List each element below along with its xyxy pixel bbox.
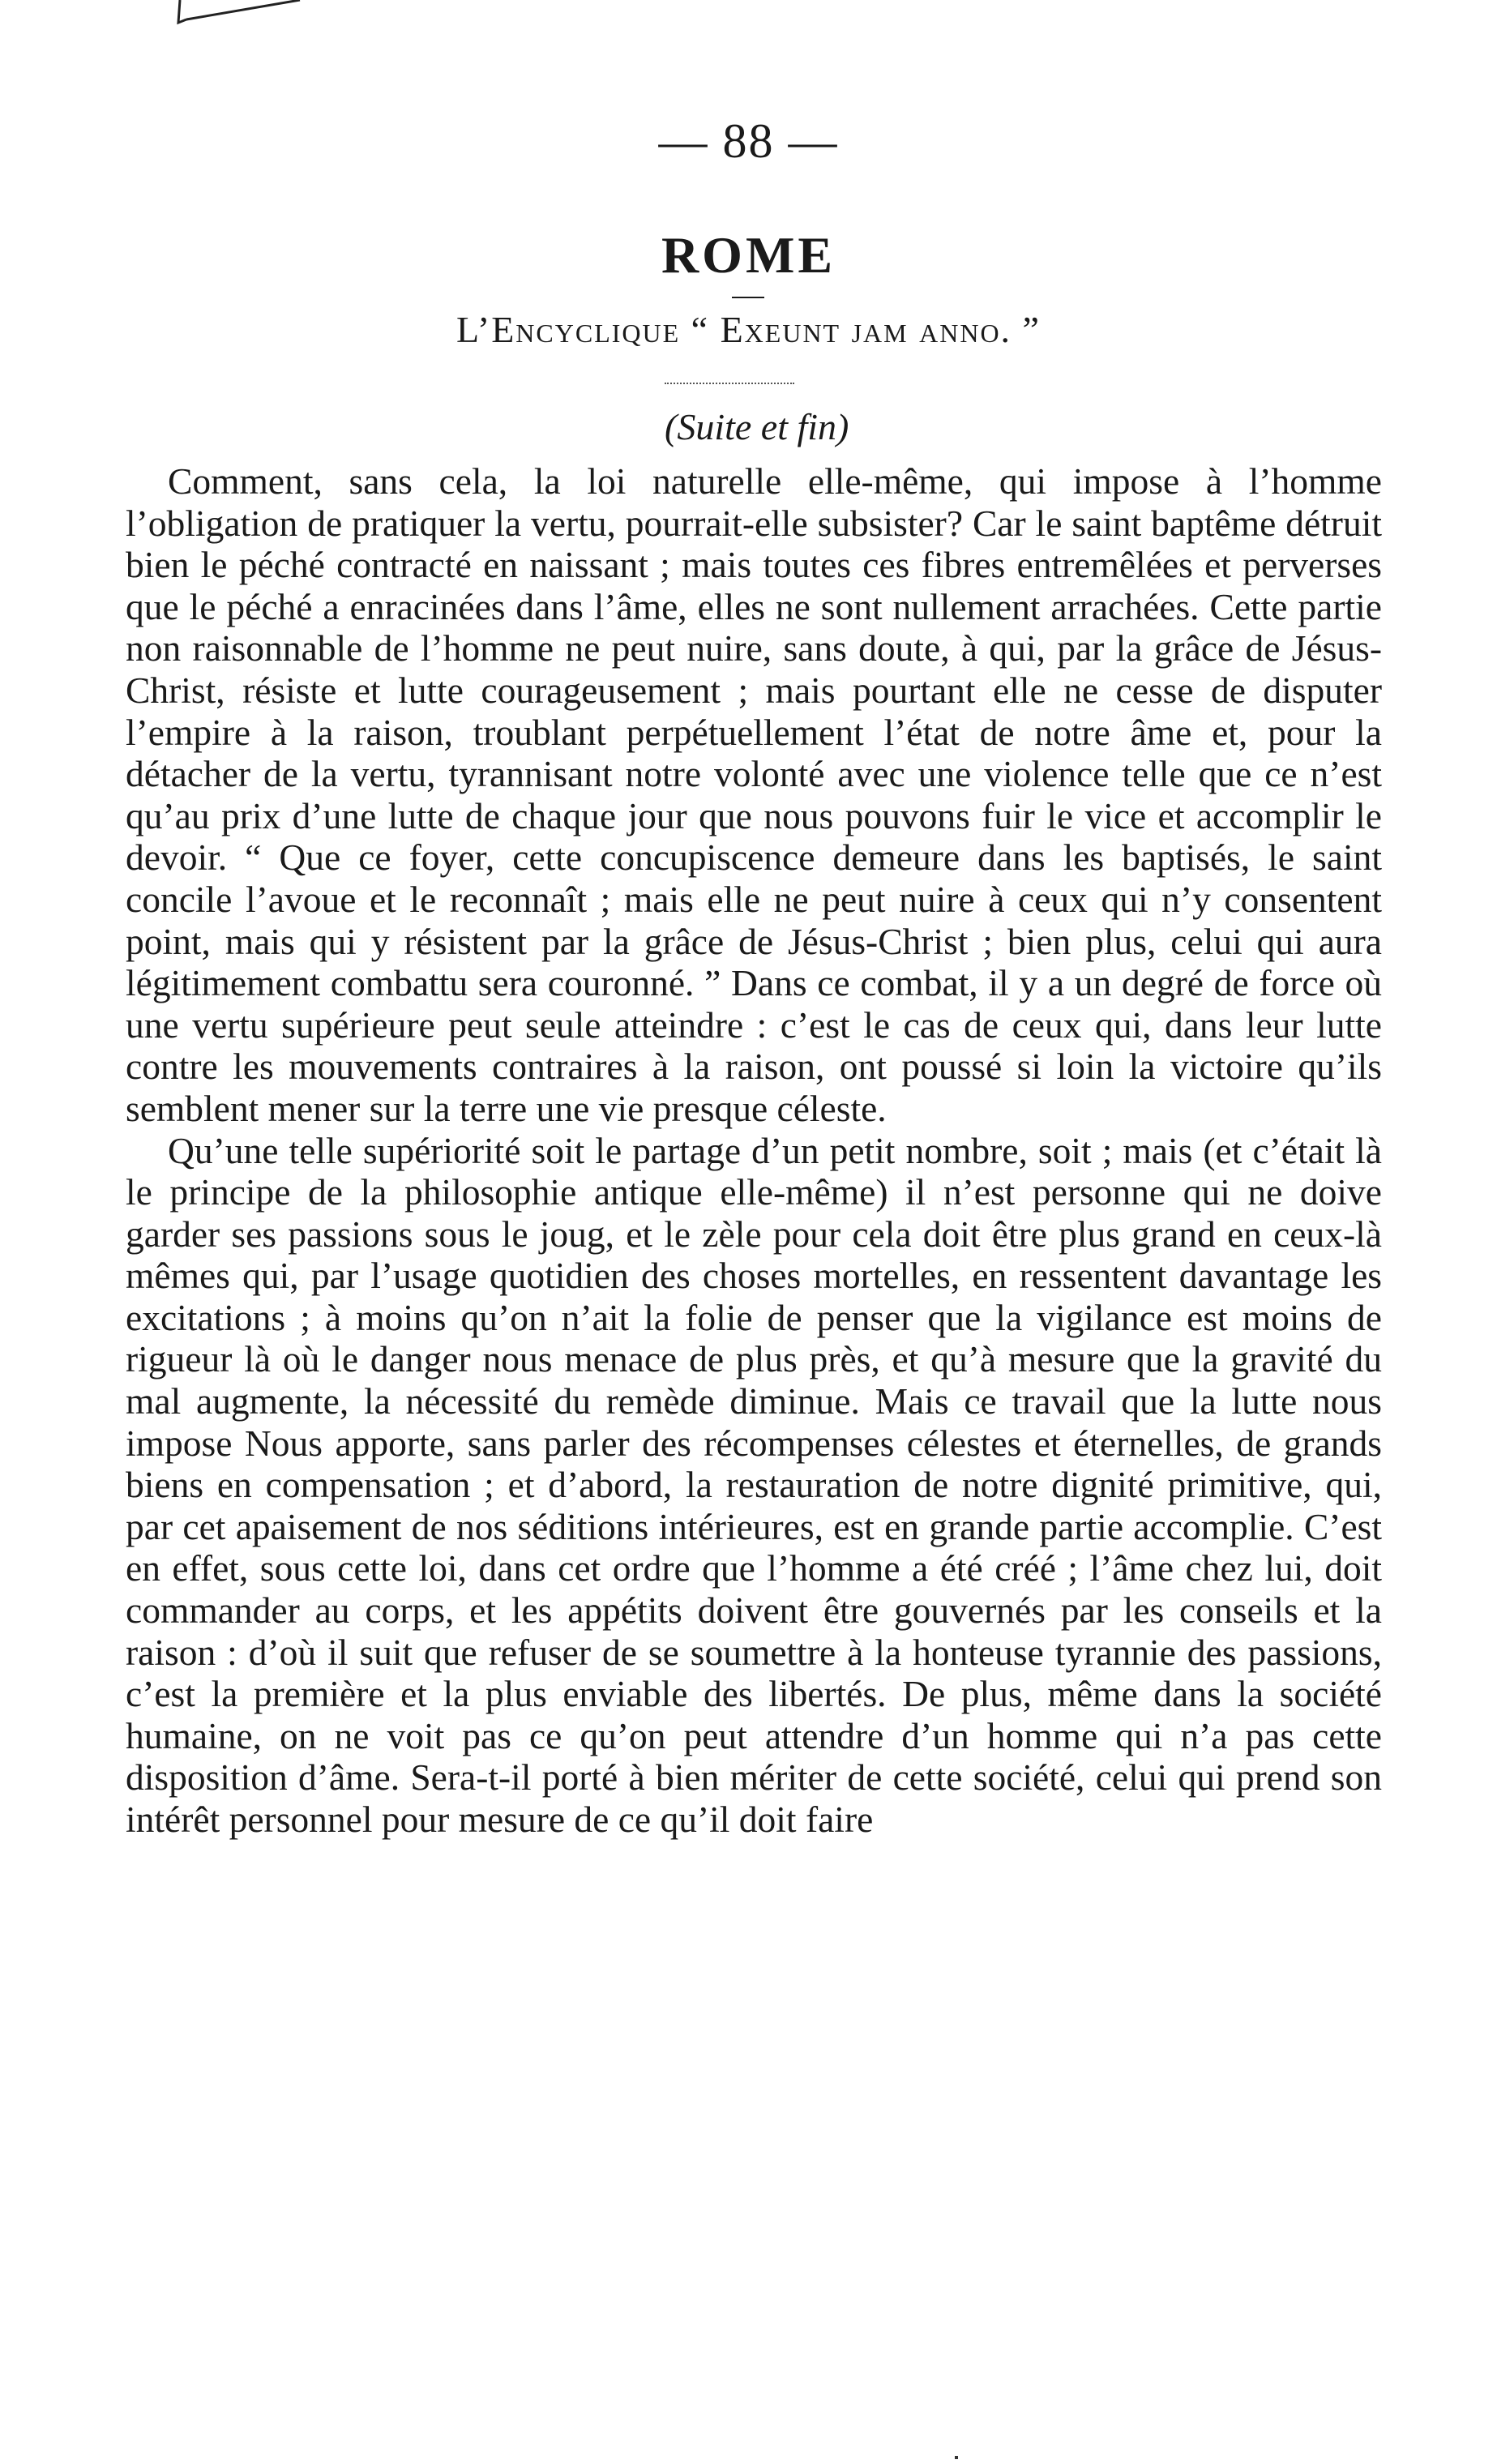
title-divider [732, 297, 764, 298]
article-body [126, 460, 1382, 1841]
paragraph-1: Comment, sans cela, la loi naturelle elle-même, qui impose à l’homme l’obligation de pratiquer la vertu, pourrait-elle subsister? Car le saint baptême détruit bien le péché contracté en naissant ; mais toutes ces fibres entremêlées et perverses que le péché a enracinées dans l’âme, elles ne sont nullement arrachées. Cette partie non raisonnable de l’homme ne peut nuire, sans doute, à qui, par la grâce de Jésus-Christ, résiste et lutte courageusement ; mais pourtant elle ne cesse de disputer l’empire à la raison, troublant perpétuellement l’état de notre âme et, pour la détacher de la vertu, tyrannisant notre volonté avec une violence telle que ce n’est qu’au prix d’une lutte de chaque jour que nous pouvons fuir le vice et accomplir le devoir. “ Que ce foyer, cette concupiscence demeure dans les baptisés, le saint concile l’avoue et le reconnaît ; mais elle ne peut nuire à ceux qui n’y consentent point, mais qui y résistent par la grâce de Jésus-Christ ; bien plus, celui qui aura légitimement combattu sera couronné. ” Dans ce combat, il y a un degré de force où une vertu supérieure peut seule atteindre : c’est le cas de ceux qui, dans leur lutte contre les mouvements contraires à la raison, ont poussé si loin la victoire qu’ils semblent mener sur la terre une vie presque céleste. [126, 460, 1382, 1129]
page-number: — 88 — [658, 114, 839, 168]
section-title: ROME [661, 226, 836, 284]
subtitle-divider [665, 383, 794, 384]
continuation-note: (Suite et fin) [665, 406, 849, 447]
paragraph-2: Qu’une telle supériorité soit le partage d’un petit nombre, soit ; mais (et c’était là le principe de la philosophie antique elle-même) il n’est personne qui ne doive garder ses passions sous le joug, et le zèle pour cela doit être plus grand en ceux-là mêmes qui, par l’usage quotidien des choses mortelles, en ressentent davantage les excitations ; à moins qu’on n’ait la folie de penser que la vigilance est moins de rigueur là où le danger nous menace de plus près, et qu’à mesure que la gravité du mal augmente, la nécessité du remède diminue. Mais ce travail que la lutte nous impose Nous apporte, sans parler des récompenses célestes et éternelles, de grands biens en compensation ; et d’abord, la restauration de notre dignité primitive, qui, par cet apaisement de nos séditions intérieures, est en grande partie accomplie. C’est en effet, sous cette loi, dans cet ordre que l’homme a été créé ; l’âme chez lui, doit commander au corps, et les appétits doivent être gouvernés par les conseils et la raison : d’où il suit que refuser de se soumettre à la honteuse tyrannie des passions, c’est la première et la plus enviable des libertés. De plus, même dans la société humaine, on ne voit pas ce qu’on peut attendre d’un homme qui n’a pas cette disposition d’âme. Sera-t-il porté à bien mériter de cette société, celui qui prend son intérêt personnel pour mesure de ce qu’il doit faire [126, 1129, 1382, 1840]
print-speck [955, 2456, 958, 2459]
section-subtitle: L’Encyclique “ Exeunt jam anno. ” [456, 309, 1041, 350]
corner-pen-mark [170, 0, 308, 49]
